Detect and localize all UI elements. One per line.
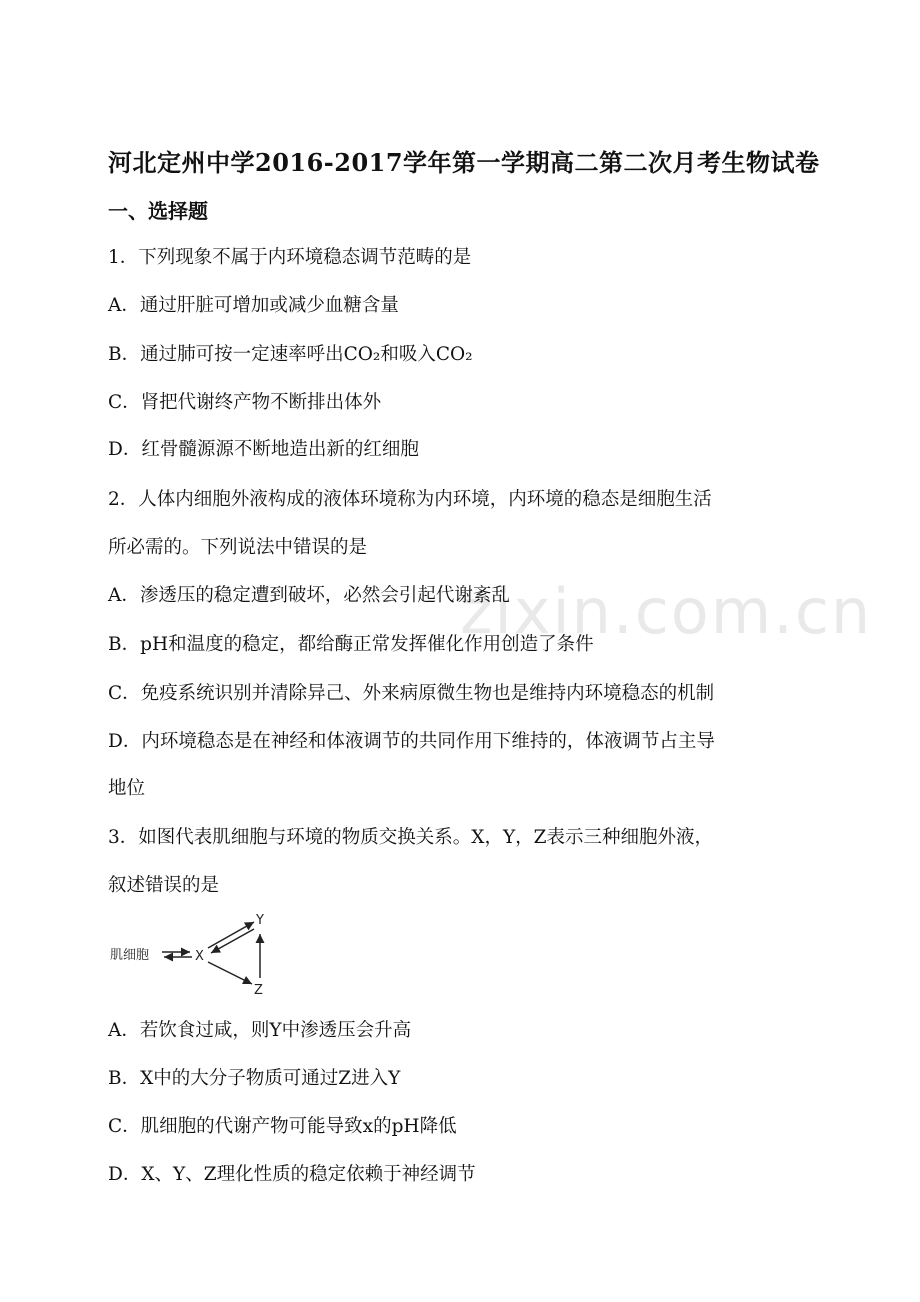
arrow-x-to-z [208, 962, 252, 984]
question-1-option-a: A．通过肝脏可增加或减少血糖含量 [108, 295, 399, 316]
question-3-option-a: A．若饮食过咸，则Y中渗透压会升高 [108, 1020, 412, 1041]
page-title: 河北定州中学2016-2017学年第一学期高二第二次月考生物试卷 [108, 148, 820, 177]
question-2-option-a: A．渗透压的稳定遭到破坏，必然会引起代谢紊乱 [108, 585, 510, 606]
question-1-stem: 1．下列现象不属于内环境稳态调节范畴的是 [108, 247, 472, 268]
x-label: X [195, 949, 204, 964]
question-1-option-c: C．肾把代谢终产物不断排出体外 [108, 392, 382, 413]
exchange-diagram [108, 910, 278, 995]
muscle-cell-label: 肌细胞 [110, 948, 150, 963]
section-heading: 一、选择题 [108, 199, 208, 223]
question-2-option-d-continued: 地位 [108, 778, 146, 799]
question-1-option-b: B．通过肺可按一定速率呼出CO₂和吸入CO₂ [108, 344, 473, 365]
watermark: zixin.com.cn [460, 575, 873, 648]
question-2-stem-line-2: 所必需的。下列说法中错误的是 [108, 537, 368, 558]
question-2-option-b: B．pH和温度的稳定，都给酶正常发挥催化作用创造了条件 [108, 634, 594, 655]
question-3-stem-line-2: 叙述错误的是 [108, 875, 220, 896]
z-label: Z [254, 983, 263, 995]
question-1-option-d: D．红骨髓源源不断地造出新的红细胞 [108, 439, 419, 460]
question-3-stem-line-1: 3．如图代表肌细胞与环境的物质交换关系。X，Y，Z表示三种细胞外液， [108, 827, 714, 848]
arrow-y-to-x [211, 929, 254, 953]
question-2-stem-line-1: 2．人体内细胞外液构成的液体环境称为内环境，内环境的稳态是细胞生活 [108, 489, 712, 510]
question-2-option-d: D．内环境稳态是在神经和体液调节的共同作用下维持的，体液调节占主导 [108, 731, 715, 752]
question-3-option-d: D．X、Y、Z理化性质的稳定依赖于神经调节 [108, 1164, 476, 1185]
question-3-option-b: B．X中的大分子物质可通过Z进入Y [108, 1068, 401, 1089]
arrow-x-to-y [208, 922, 254, 948]
question-2-option-c: C．免疫系统识别并清除异己、外来病原微生物也是维持内环境稳态的机制 [108, 683, 715, 704]
question-3-option-c: C．肌细胞的代谢产物可能导致x的pH降低 [108, 1116, 457, 1137]
y-label: Y [256, 913, 264, 928]
